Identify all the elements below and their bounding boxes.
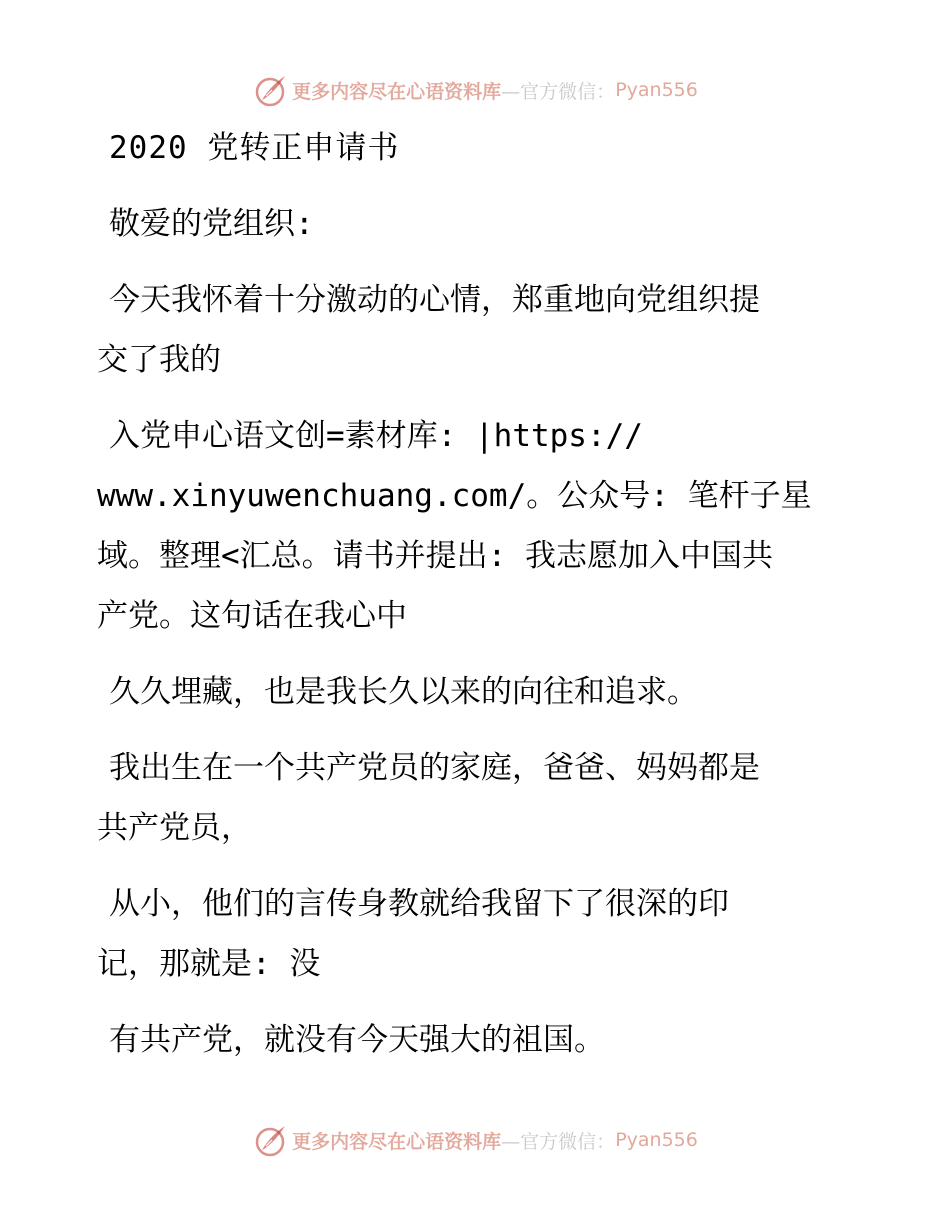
paragraph-line: 久久埋藏，也是我长久以来的向往和追求。 [109, 674, 698, 710]
paragraph-line: 从小，他们的言传身教就给我留下了很深的印 [109, 886, 729, 922]
paragraph-line: 记，那就是: 没 [97, 946, 321, 982]
paragraph-line: 有共产党，就没有今天强大的祖国。 [109, 1022, 605, 1058]
quill-circle-logo-icon [252, 1122, 288, 1158]
document-title: 2020 党转正申请书 [109, 130, 400, 166]
paragraph-2 [97, 406, 837, 646]
watermark-text-id: Pyan556 [615, 1129, 698, 1151]
paragraph-line: 域。整理<汇总。请书并提出: 我志愿加入中国共 [97, 538, 773, 574]
paragraph-line: 交了我的 [97, 342, 221, 378]
quill-circle-logo-icon [252, 72, 288, 108]
watermark-banner-bottom [0, 1120, 950, 1160]
paragraph-1 [97, 270, 837, 390]
document-salutation: 敬爱的党组织: [109, 206, 314, 242]
paragraph-line: 共产党员， [97, 810, 252, 846]
watermark-text-dash: —官方微信： [501, 80, 616, 103]
watermark-text-main: 更多内容尽在心语资料库 [292, 1130, 502, 1153]
document-body [97, 118, 837, 1086]
paragraph-line: 入党申心语文创=素材库: |https:// [109, 418, 643, 454]
paragraph-line: 产党。这句话在我心中 [97, 598, 407, 634]
paragraph-5 [97, 874, 837, 994]
watermark-text-id: Pyan556 [615, 79, 698, 101]
paragraph-line: www.xinyuwenchuang.com/。公众号: 笔杆子星 [97, 478, 812, 514]
paragraph-3 [97, 662, 837, 722]
paragraph-4 [97, 738, 837, 858]
paragraph-line: 我出生在一个共产党员的家庭，爸爸、妈妈都是 [109, 750, 760, 786]
paragraph-6 [97, 1010, 837, 1070]
watermark-text-main: 更多内容尽在心语资料库 [292, 80, 502, 103]
watermark-text-dash: —官方微信： [501, 1130, 616, 1153]
paragraph-line: 今天我怀着十分激动的心情，郑重地向党组织提 [109, 282, 760, 318]
watermark-banner-top [0, 70, 950, 110]
